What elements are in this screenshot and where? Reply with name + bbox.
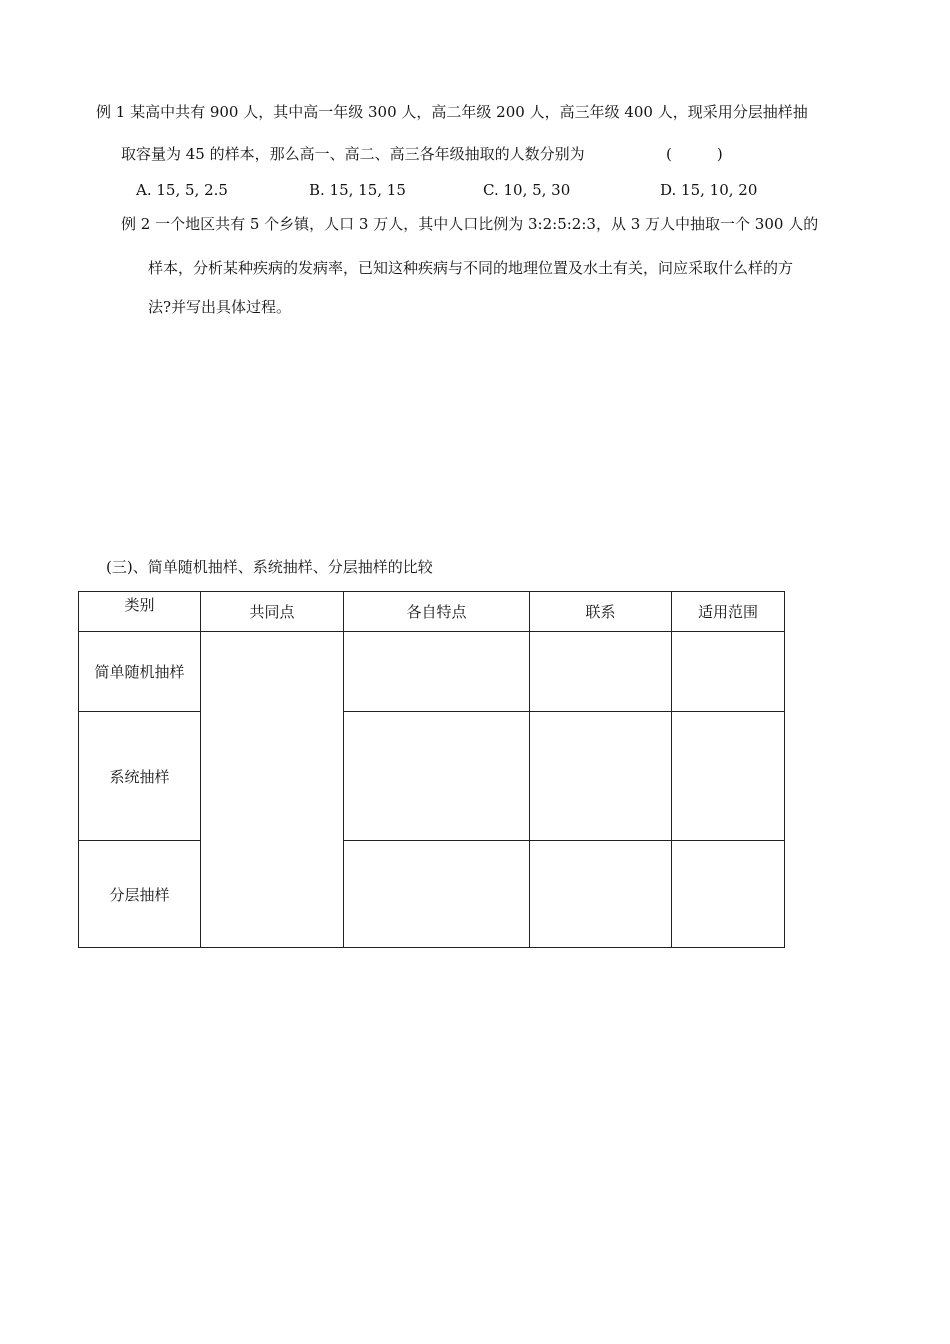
option-a: A. 15, 5, 2.5	[136, 181, 228, 199]
header-scope: 适用范围	[672, 592, 785, 632]
cell-relation[interactable]	[530, 632, 672, 712]
table-row	[79, 632, 785, 712]
example1-line1: 例 1 某高中共有 900 人，其中高一年级 300 人，高二年级 200 人，高三年级 400 人，现采用分层抽样抽	[96, 103, 808, 121]
example2-line3: 法?并写出具体过程。	[148, 298, 292, 316]
comparison-table	[78, 591, 785, 948]
answer-bracket: ( )	[666, 145, 723, 163]
option-d: D. 15, 10, 20	[660, 181, 758, 199]
header-category: 类别	[79, 592, 201, 632]
cell-common-merged[interactable]	[201, 632, 344, 948]
section-title: (三)、简单随机抽样、系统抽样、分层抽样的比较	[106, 558, 433, 576]
cell-scope[interactable]	[672, 712, 785, 841]
cell-features[interactable]	[344, 712, 530, 841]
example2-line2: 样本，分析某种疾病的发病率，已知这种疾病与不同的地理位置及水土有关，问应采取什么样的方	[148, 259, 794, 277]
row-label-systematic: 系统抽样	[79, 712, 201, 841]
table-header-row	[79, 592, 785, 632]
cell-features[interactable]	[344, 632, 530, 712]
row-label-simple-random: 简单随机抽样	[79, 632, 201, 712]
example2-line1: 例 2 一个地区共有 5 个乡镇，人口 3 万人，其中人口比例为 3:2:5:2:3，从 3 万人中抽取一个 300 人的	[121, 215, 819, 233]
option-b: B. 15, 15, 15	[309, 181, 406, 199]
table-row	[79, 841, 785, 948]
option-c: C. 10, 5, 30	[483, 181, 571, 199]
example1-line2: 取容量为 45 的样本，那么高一、高二、高三各年级抽取的人数分别为	[121, 145, 585, 163]
cell-relation[interactable]	[530, 841, 672, 948]
header-features: 各自特点	[344, 592, 530, 632]
header-relation: 联系	[530, 592, 672, 632]
table-row	[79, 712, 785, 841]
cell-scope[interactable]	[672, 841, 785, 948]
row-label-stratified: 分层抽样	[79, 841, 201, 948]
cell-scope[interactable]	[672, 632, 785, 712]
cell-relation[interactable]	[530, 712, 672, 841]
cell-features[interactable]	[344, 841, 530, 948]
header-common: 共同点	[201, 592, 344, 632]
